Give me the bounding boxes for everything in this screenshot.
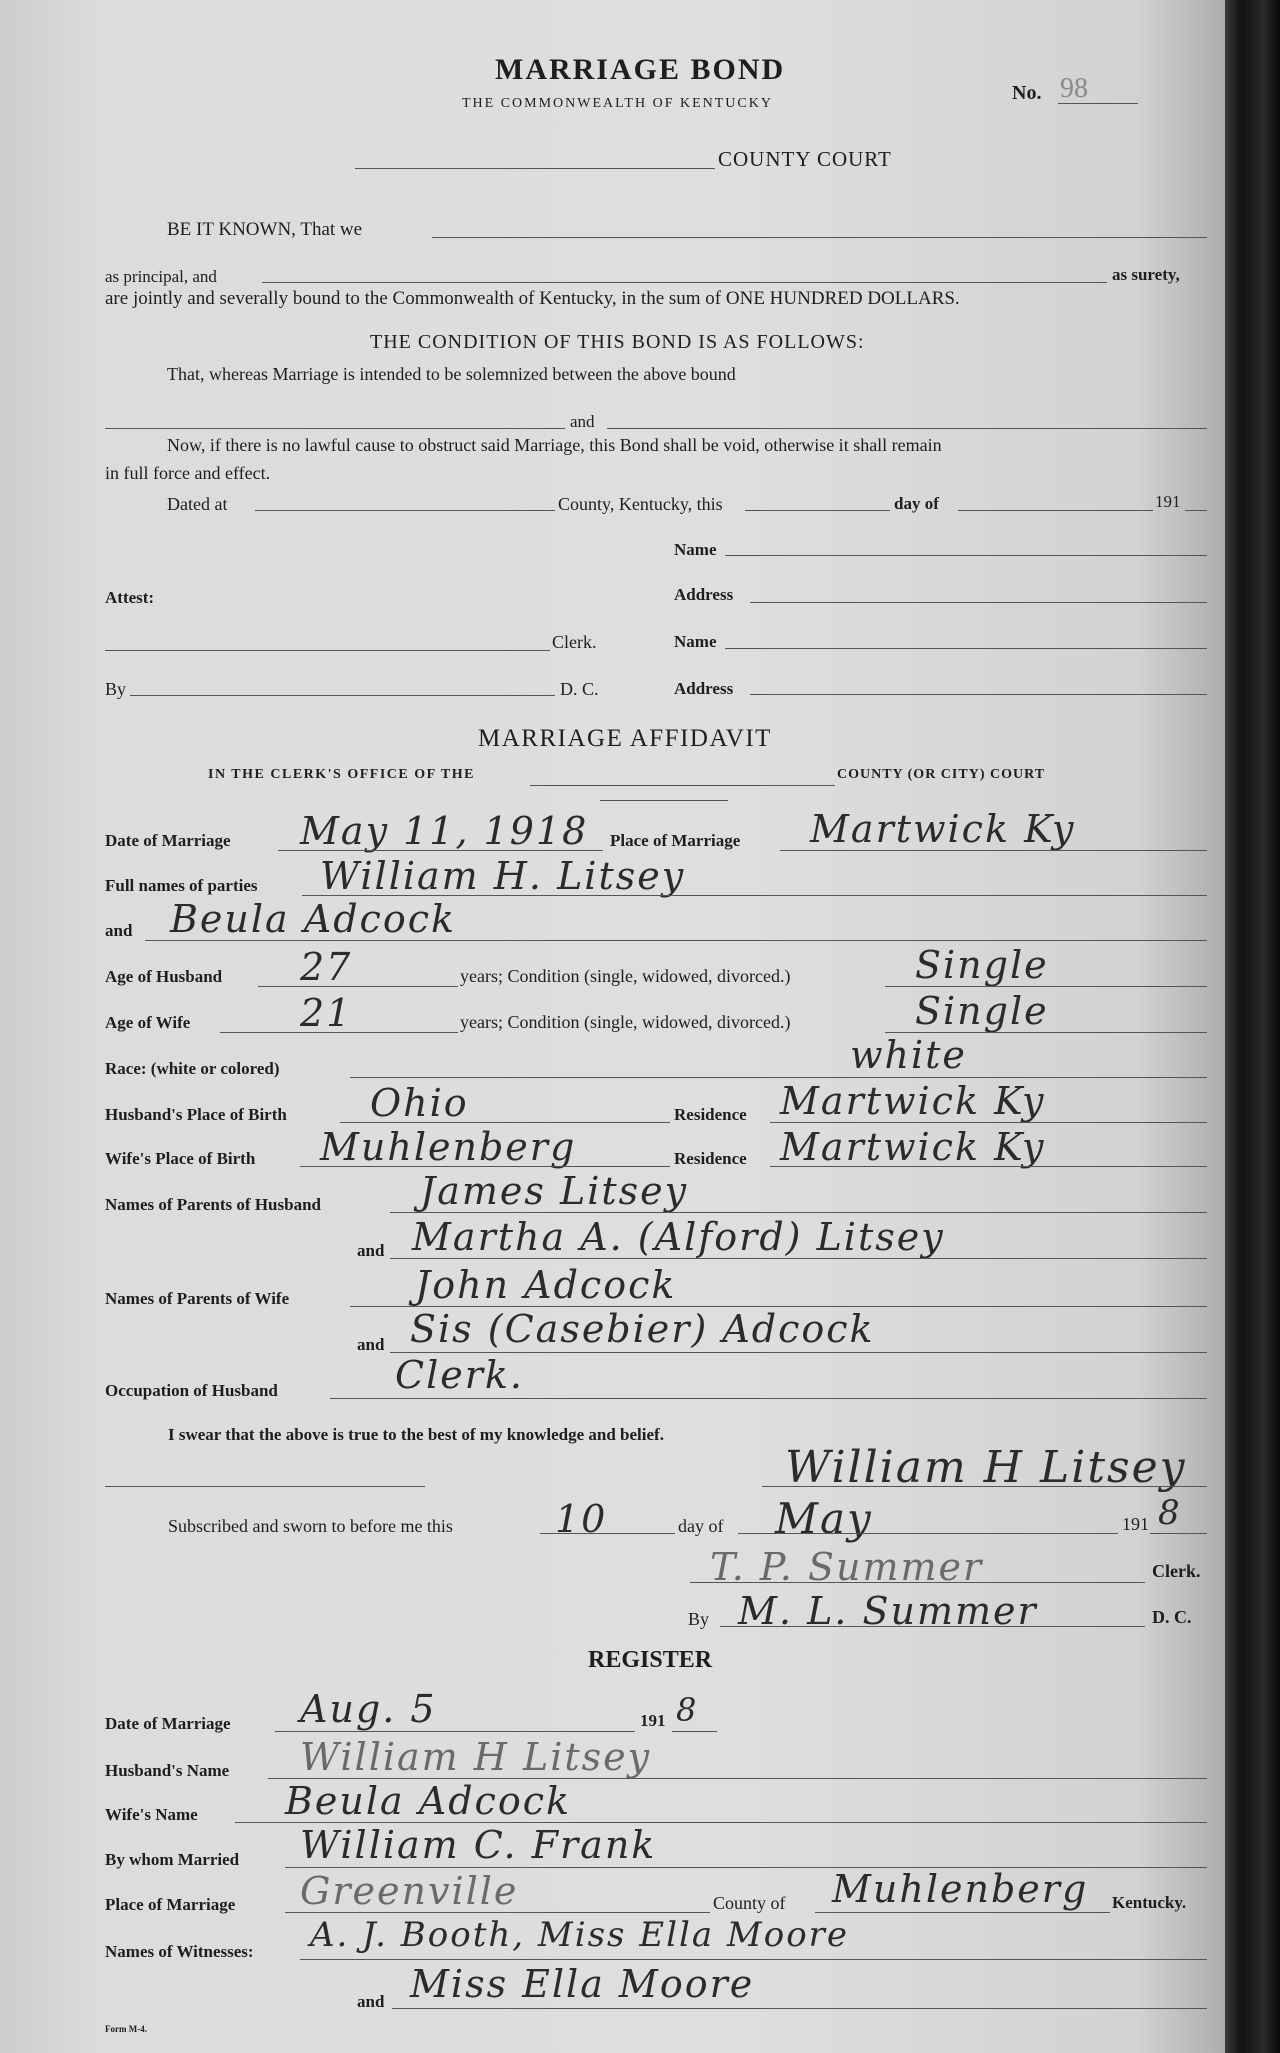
attest-label: Attest:: [105, 588, 155, 607]
husband-condition-value: Single: [915, 943, 1049, 987]
bond-dc-label: D. C.: [560, 679, 599, 699]
wife-father-value: John Adcock: [415, 1263, 677, 1307]
dc-signature-line: [720, 1626, 1145, 1627]
register-husband-value: William H Litsey: [300, 1735, 652, 1779]
wife-residence-value: Martwick Ky: [780, 1125, 1046, 1169]
occupation-value: Clerk.: [395, 1353, 524, 1397]
register-year-suffix: 8: [676, 1691, 699, 1729]
wife-birth-value: Muhlenberg: [320, 1125, 577, 1169]
and-label-1: and: [105, 921, 133, 940]
register-title: REGISTER: [588, 1647, 713, 1673]
husband-birth-line: [340, 1122, 670, 1123]
now-text-2: in full force and effect.: [105, 463, 271, 483]
sworn-day-line: [540, 1533, 675, 1534]
place-of-marriage-line: [780, 850, 1207, 851]
husband-residence-value: Martwick Ky: [780, 1079, 1046, 1123]
surety-address-line-1: [750, 602, 1207, 603]
date-of-marriage-value: May 11, 1918: [300, 809, 589, 853]
race-line: [350, 1077, 1207, 1078]
form-number: Form M-4.: [105, 2024, 147, 2034]
be-it-known-text: BE IT KNOWN, That we: [167, 219, 363, 240]
bond-title: MARRIAGE BOND: [495, 53, 786, 86]
wife-birth-label: Wife's Place of Birth: [105, 1149, 256, 1168]
and-label-2: and: [357, 1241, 385, 1260]
surety-line: [262, 282, 1107, 283]
affidavit-by-label: By: [688, 1609, 710, 1629]
condition-heading: THE CONDITION OF THIS BOND IS AS FOLLOWS:: [370, 331, 865, 353]
county-court-label: COUNTY COURT: [718, 147, 892, 171]
register-place-label: Place of Marriage: [105, 1895, 236, 1914]
date-of-marriage-label: Date of Marriage: [105, 831, 231, 850]
register-husband-label: Husband's Name: [105, 1761, 230, 1780]
husband-father-value: James Litsey: [420, 1169, 689, 1213]
sworn-day-value: 10: [555, 1497, 608, 1541]
age-husband-line: [258, 986, 458, 987]
register-place-line: [285, 1912, 710, 1913]
condition-text-1: years; Condition (single, widowed, divorced.): [460, 966, 791, 986]
clerk-signature: T. P. Summer: [710, 1545, 984, 1589]
attest-clerk-label: Clerk.: [552, 632, 597, 652]
bond-number-line: [1058, 103, 1138, 104]
bond-and-text: and: [570, 412, 595, 431]
register-date-value: Aug. 5: [300, 1687, 437, 1731]
surety-address-line-2: [750, 694, 1207, 695]
race-label: Race: (white or colored): [105, 1059, 280, 1078]
day-line: [745, 510, 890, 511]
place-of-marriage-value: Martwick Ky: [810, 807, 1076, 851]
subscribed-text: Subscribed and sworn to before me this: [168, 1516, 453, 1536]
condition-text-2: years; Condition (single, widowed, divorced.): [460, 1012, 791, 1032]
affiant-signature: William H Litsey: [785, 1442, 1187, 1493]
occupation-label: Occupation of Husband: [105, 1381, 278, 1400]
husband-birth-label: Husband's Place of Birth: [105, 1105, 287, 1124]
county-city-court-text: COUNTY (OR CITY) COURT: [837, 767, 1046, 782]
full-names-line: [302, 895, 1207, 896]
register-witness-2-line: [392, 2008, 1207, 2009]
register-witnesses-label: Names of Witnesses:: [105, 1942, 254, 1961]
dated-at-label: Dated at: [167, 494, 228, 514]
as-surety-text: as surety,: [1112, 265, 1180, 284]
husband-condition-line: [885, 986, 1207, 987]
affiant-left-line: [105, 1486, 425, 1487]
husband-mother-value: Martha A. (Alford) Litsey: [412, 1215, 945, 1259]
principal-line-1: [432, 237, 1207, 238]
party-line-2: [607, 428, 1207, 429]
surety-name-label-1: Name: [674, 540, 717, 559]
register-date-line: [275, 1731, 635, 1732]
county-kentucky-text: County, Kentucky, this: [558, 494, 723, 514]
race-value: white: [850, 1033, 967, 1077]
dc-signature: M. L. Summer: [738, 1589, 1038, 1633]
sworn-month-value: May: [775, 1494, 873, 1543]
register-date-label: Date of Marriage: [105, 1714, 231, 1733]
month-line: [958, 510, 1153, 511]
sworn-month-line: [738, 1533, 1118, 1534]
clerk-label: Clerk.: [1152, 1561, 1201, 1581]
husband-residence-line: [770, 1122, 1207, 1123]
bond-year-prefix: 191: [1155, 492, 1181, 511]
date-of-marriage-line: [278, 850, 603, 851]
register-by-whom-label: By whom Married: [105, 1850, 240, 1869]
full-names-label: Full names of parties: [105, 876, 258, 895]
clerks-office-text: IN THE CLERK'S OFFICE OF THE: [208, 767, 475, 782]
affiant-signature-line: [762, 1486, 1207, 1487]
parents-wife-label: Names of Parents of Wife: [105, 1289, 290, 1308]
place-of-marriage-label: Place of Marriage: [610, 831, 741, 850]
affidavit-divider: [600, 800, 728, 801]
register-wife-value: Beula Adcock: [285, 1779, 572, 1823]
age-wife-line: [220, 1032, 458, 1033]
register-witness-1-line: [300, 1959, 1207, 1960]
party-line-1: [105, 428, 565, 429]
occupation-line: [330, 1398, 1207, 1399]
clerks-office-line: [530, 785, 835, 786]
husband-residence-label: Residence: [674, 1105, 747, 1124]
register-year-prefix: 191: [640, 1711, 666, 1730]
husband-full-name: William H. Litsey: [320, 854, 686, 898]
sworn-year-line: [1150, 1533, 1207, 1534]
wife-name-line: [145, 940, 1207, 941]
register-place-value: Greenville: [300, 1869, 519, 1913]
husband-father-line: [390, 1212, 1207, 1213]
bond-day-of: day of: [894, 494, 939, 513]
affidavit-title: MARRIAGE AFFIDAVIT: [478, 725, 772, 752]
wife-birth-line: [300, 1166, 670, 1167]
and-label-3: and: [357, 1335, 385, 1354]
surety-address-label-2: Address: [674, 679, 734, 698]
register-wife-label: Wife's Name: [105, 1805, 198, 1824]
surety-name-line-2: [725, 648, 1207, 649]
clerk-signature-line: [690, 1582, 1145, 1583]
surety-name-label-2: Name: [674, 632, 717, 651]
bond-by-line: [130, 695, 555, 696]
husband-mother-line: [390, 1258, 1207, 1259]
wife-mother-value: Sis (Casebier) Adcock: [410, 1307, 875, 1351]
register-county-value: Muhlenberg: [832, 1867, 1089, 1911]
attest-clerk-line: [105, 650, 550, 651]
now-text-1: Now, if there is no lawful cause to obstruct said Marriage, this Bond shall be void, otherwise it shall remain: [167, 435, 942, 455]
age-husband-label: Age of Husband: [105, 967, 223, 986]
register-by-whom-value: William C. Frank: [300, 1823, 657, 1867]
wife-residence-line: [770, 1166, 1207, 1167]
bond-number-label: No.: [1012, 82, 1042, 104]
register-kentucky-label: Kentucky.: [1112, 1893, 1187, 1912]
register-county-of-label: County of: [713, 1893, 786, 1913]
page-edge: [1225, 0, 1280, 2053]
age-wife-value: 21: [300, 991, 353, 1035]
wife-condition-value: Single: [915, 989, 1049, 1033]
wife-residence-label: Residence: [674, 1149, 747, 1168]
register-county-line: [815, 1912, 1110, 1913]
bond-by-label: By: [105, 679, 127, 699]
dated-at-line: [255, 510, 555, 511]
register-witness-2: Miss Ella Moore: [410, 1962, 755, 2006]
swear-text: I swear that the above is true to the best of my knowledge and belief.: [168, 1425, 664, 1444]
bound-text: are jointly and severally bound to the Commonwealth of Kentucky, in the sum of ONE HUNDRED DOLLARS.: [105, 288, 960, 309]
husband-birth-value: Ohio: [370, 1081, 469, 1125]
wife-full-name: Beula Adcock: [170, 897, 457, 941]
sworn-year-suffix: 8: [1158, 1493, 1182, 1533]
age-wife-label: Age of Wife: [105, 1013, 191, 1032]
parents-husband-label: Names of Parents of Husband: [105, 1195, 321, 1214]
register-and-label: and: [357, 1992, 385, 2011]
register-year-line: [672, 1731, 717, 1732]
sworn-day-of: day of: [678, 1516, 724, 1536]
county-line: [355, 168, 715, 169]
bond-subtitle: THE COMMONWEALTH OF KENTUCKY: [462, 96, 773, 111]
register-witness-1: A. J. Booth, Miss Ella Moore: [310, 1915, 850, 1955]
as-principal-text: as principal, and: [105, 267, 217, 286]
bond-year-line: [1185, 510, 1207, 511]
age-husband-value: 27: [300, 945, 353, 989]
sworn-year-prefix: 191: [1122, 1514, 1149, 1534]
bond-number-value: 98: [1060, 73, 1088, 104]
surety-name-line-1: [725, 555, 1207, 556]
surety-address-label-1: Address: [674, 585, 734, 604]
whereas-text: That, whereas Marriage is intended to be solemnized between the above bound: [167, 364, 736, 384]
dc-label: D. C.: [1152, 1607, 1192, 1627]
